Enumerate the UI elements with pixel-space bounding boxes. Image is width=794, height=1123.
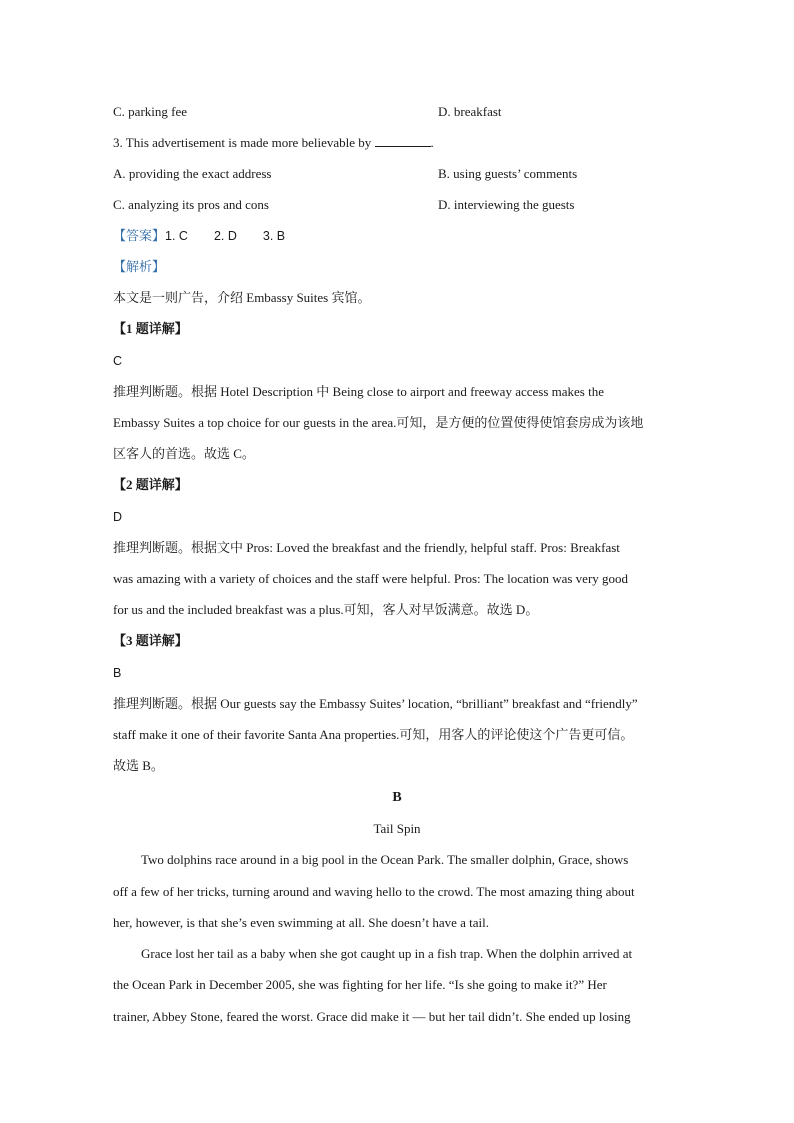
detail3-line: 故选 B。 xyxy=(113,758,164,773)
q3-stem-text: 3. This advertisement is made more believable by xyxy=(113,135,372,150)
passage-line: Two dolphins race around in a big pool in the Ocean Park. The smaller dolphin, Grace, shows xyxy=(141,852,629,867)
q3-option-b: B. using guests’ comments xyxy=(438,166,578,181)
q3-stem-end: . xyxy=(430,135,434,150)
q2-option-c: C. parking fee xyxy=(113,104,188,119)
detail1-line: 推理判断题。根据 Hotel Description 中 Being close to airport and freeway access makes the xyxy=(113,384,604,399)
detail3-answer: B xyxy=(113,666,122,680)
intro-text: 本文是一则广告，介绍 Embassy Suites 宾馆。 xyxy=(113,290,371,305)
detail1-line: 区客人的首选。故选 C。 xyxy=(113,446,255,461)
detail1-answer: C xyxy=(113,354,123,368)
q3-option-c: C. analyzing its pros and cons xyxy=(113,197,269,212)
answer-2: 2. D xyxy=(213,229,237,243)
passage-line: the Ocean Park in December 2005, she was fighting for her life. “Is she going to make it?” Her xyxy=(113,977,607,992)
passage-line: trainer, Abbey Stone, feared the worst. Grace did make it — but her tail didn’t. She ended up losing xyxy=(113,1009,631,1024)
detail1-line: Embassy Suites a top choice for our guests in the area.可知，是方便的位置使得使馆套房成为该地 xyxy=(113,415,644,430)
analysis-label: 【解析】 xyxy=(113,259,166,274)
answer-line xyxy=(113,227,285,245)
detail3-line: staff make it one of their favorite Santa Ana properties.可知，用客人的评论使这个广告更可信。 xyxy=(113,727,634,742)
passage-line: her, however, is that she’s even swimming at all. She doesn’t have a tail. xyxy=(113,915,489,930)
q3-option-d: D. interviewing the guests xyxy=(438,197,575,212)
detail2-line: was amazing with a variety of choices and the staff were helpful. Pros: The location was very good xyxy=(113,571,629,586)
detail1-heading: 【1 题详解】 xyxy=(113,321,188,336)
passage-line: off a few of her tricks, turning around and waving hello to the crowd. The most amazing thing about xyxy=(113,884,635,899)
section-b-letter: B xyxy=(392,790,402,805)
answer-blank xyxy=(375,134,431,147)
section-b-title: Tail Spin xyxy=(373,821,421,836)
detail3-heading: 【3 题详解】 xyxy=(113,633,188,648)
detail2-line: 推理判断题。根据文中 Pros: Loved the breakfast and the friendly, helpful staff. Pros: Breakfast xyxy=(113,540,620,555)
answer-label: 【答案】 xyxy=(113,228,166,243)
passage-line: Grace lost her tail as a baby when she got caught up in a fish trap. When the dolphin arrived at xyxy=(141,946,633,961)
q2-option-d: D. breakfast xyxy=(438,104,502,119)
answer-3: 3. B xyxy=(262,229,286,243)
answer-1: 1. C xyxy=(165,229,188,243)
detail2-answer: D xyxy=(113,510,123,524)
detail2-heading: 【2 题详解】 xyxy=(113,477,188,492)
detail3-line: 推理判断题。根据 Our guests say the Embassy Suites’ location, “brilliant” breakfast and “friendly” xyxy=(113,696,638,711)
q3-stem xyxy=(113,134,434,152)
detail2-line: for us and the included breakfast was a plus.可知，客人对早饭满意。故选 D。 xyxy=(113,602,539,617)
q3-option-a: A. providing the exact address xyxy=(113,166,272,181)
